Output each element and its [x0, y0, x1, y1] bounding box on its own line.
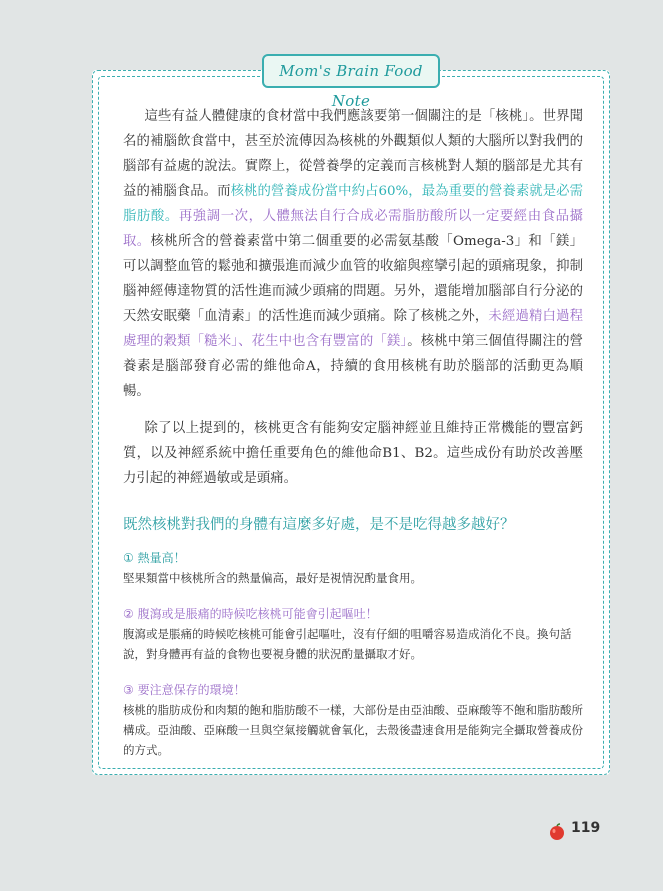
- page-number: 119: [571, 820, 601, 836]
- highlight-food-intake: 再強調一次，人體無法自行合成必需脂肪酸所以一定要經由食品攝取。: [123, 209, 583, 249]
- note-content: [123, 104, 583, 776]
- second-paragraph: 除了以上提到的，核桃更含有能夠安定腦神經並且維持正常機能的豐富鈣質，以及神經系統中擔任重要角色的維他命B1、B2。這些成份有助於改善壓力引起的神經過敏或是頭痛。: [123, 421, 583, 486]
- note-banner: [262, 54, 440, 110]
- question-heading: 既然核桃對我們的身體有這麼多好處，是不是吃得越多越好？: [123, 517, 515, 533]
- banner-title: Mom's Brain Food Note: [279, 62, 423, 110]
- tip-title: ① 熱量高！: [123, 551, 186, 565]
- intro-paragraph: [123, 104, 583, 404]
- tip-item: [123, 604, 583, 664]
- tip-item: [123, 680, 583, 760]
- tip-item: [123, 548, 583, 588]
- intro-text-1: 這些有益人體健康的食材當中我們應該要第一個關注的是「核桃」。世界聞名的補腦飲食當中，甚至於流傳因為核桃的外觀類似人類的大腦所以對我們的腦部有益處的說法。實際上，從營養學的定義而言核桃對人類的腦部是尤其有益的補腦食品。而: [123, 109, 583, 199]
- highlight-magnesium: 未經過精白過程處理的穀類「糙米」、花生中也含有豐富的「鎂」: [123, 309, 583, 349]
- tip-body: 核桃的脂肪成份和肉類的飽和脂肪酸不一樣，大部份是由亞油酸、亞麻酸等不飽和脂肪酸所構成。亞油酸、亞麻酸一旦與空氣接觸就會氧化，去殼後盡速食用是能夠完全攝取營養成份的方式。: [123, 703, 583, 757]
- tip-body: 堅果類當中核桃所含的熱量偏高，最好是視情況酌量食用。: [123, 571, 422, 585]
- tip-body: 腹瀉或是脹痛的時候吃核桃可能會引起嘔吐，沒有仔細的咀嚼容易造成消化不良。換句話說，對身體再有益的食物也要視身體的狀況酌量攝取才好。: [123, 627, 572, 661]
- intro-text-2: 核桃所含的營養素當中第二個重要的必需氨基酸「Omega-3」和「鎂」可以調整血管的鬆弛和擴張進而減少血管的收縮與痙攣引起的頭痛現象，抑制腦神經傳達物質的活性進而減少頭痛的問題。另外，還能增加腦部自行分泌的天然安眠藥「血清素」的活性進而減少頭痛。除了核桃之外，: [123, 234, 584, 324]
- tip-title: ③ 要注意保存的環境！: [123, 683, 246, 697]
- intro-text-3: 。核桃中第三個值得關注的營養素是腦部發育必需的維他命A，持續的食用核桃有助於腦部的活動更為順暢。: [123, 334, 583, 399]
- highlight-fatty-acid: 核桃的營養成份當中約占60%，最為重要的營養素就是必需脂肪酸。: [123, 184, 583, 224]
- apple-icon: [548, 823, 566, 841]
- tip-title: ② 腹瀉或是脹痛的時候吃核桃可能會引起嘔吐！: [123, 607, 378, 621]
